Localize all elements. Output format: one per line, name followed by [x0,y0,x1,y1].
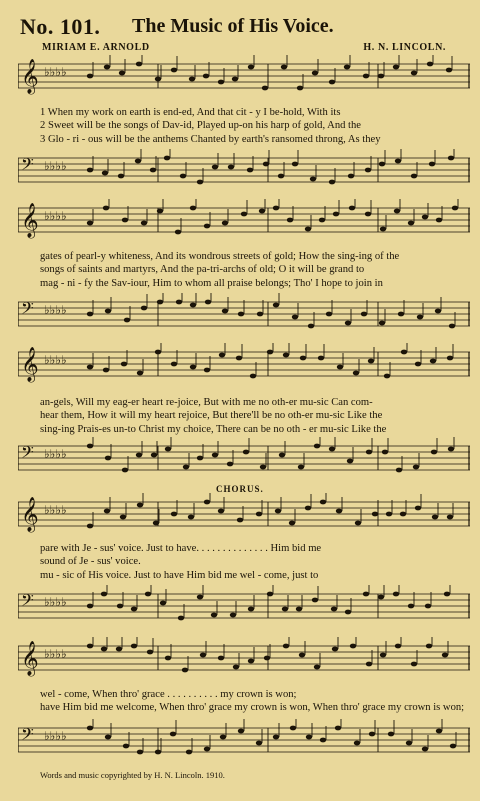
note-head [355,521,361,526]
note-head [256,512,262,517]
note-head [273,206,279,211]
lyric-line: sound of Je - sus' voice. [40,556,141,568]
bass-staff-3 [18,436,470,480]
key-signature-flats: ♭♭♭♭ [44,447,67,461]
note-head [320,500,326,505]
bass-clef-icon: 𝄢 [21,298,34,322]
note-head [232,77,238,82]
note-head [247,168,253,173]
note-head [155,77,161,82]
note-head [118,174,124,179]
note-head [267,350,273,355]
note-head [222,309,228,314]
note-head [227,462,233,467]
note-head [450,744,456,749]
note-head [121,362,127,367]
lyricist-credit: MIRIAM E. ARNOLD [42,42,150,53]
note-head [87,168,93,173]
note-head [282,607,288,612]
treble-staff-lines [18,198,470,242]
note-head [105,309,111,314]
note-head [349,206,355,211]
note-head [175,230,181,235]
treble-staff-2 [18,198,470,242]
lyric-line: 1 When my work on earth is end-ed, And that cit - y I be-hold, With its [40,107,341,118]
note-head [200,653,206,658]
note-head [238,312,244,317]
note-head [417,315,423,320]
note-head [431,450,437,455]
note-head [306,735,312,740]
lyric-line: mag - ni - fy the Sav-iour, Him to whom all praise belongs; Tho' I hope to join in [40,277,383,289]
note-head [160,601,166,606]
note-head [87,365,93,370]
note-head [406,741,412,746]
note-head [228,165,234,170]
note-head [297,86,303,91]
bass-staff-lines [18,718,470,762]
note-head [220,735,226,740]
note-head [122,468,128,473]
key-signature-flats: ♭♭♭♭ [44,159,67,173]
key-signature-flats: ♭♭♭♭ [44,647,67,661]
note-head [273,303,279,308]
note-head [308,324,314,329]
note-head [275,509,281,514]
bass-clef-icon: 𝄢 [21,724,34,748]
note-head [190,206,196,211]
note-head [395,644,401,649]
note-head [361,312,367,317]
note-head [87,644,93,649]
note-head [394,209,400,214]
note-head [122,218,128,223]
lyric-line: pare with Je - sus' voice. Just to have. . . . . . . . . . . . . . Him bid me [40,543,322,554]
note-head [176,300,182,305]
note-head [233,665,239,670]
note-head [164,156,170,161]
note-head [218,80,224,85]
lyrics-system-5 [40,688,468,715]
note-head [219,353,225,358]
note-head [117,604,123,609]
note-head [102,171,108,176]
note-head [119,71,125,76]
lyrics-system-1 [40,106,468,146]
note-head [344,65,350,70]
note-head [190,303,196,308]
bass-staff-lines [18,148,470,192]
note-head [415,506,421,511]
treble-clef-icon: 𝄞 [21,497,39,532]
note-head [292,315,298,320]
note-head [87,604,93,609]
note-head [318,356,324,361]
note-head [337,365,343,370]
key-signature-flats: ♭♭♭♭ [44,595,67,609]
note-head [444,592,450,597]
bass-clef-icon: 𝄢 [21,442,34,466]
note-head [326,312,332,317]
note-head [197,595,203,600]
note-head [296,607,302,612]
note-head [401,350,407,355]
bass-staff-5 [18,718,470,762]
note-head [189,77,195,82]
note-head [299,653,305,658]
note-head [283,644,289,649]
note-head [153,521,159,526]
bass-clef-icon: 𝄢 [21,590,34,614]
note-head [452,206,458,211]
note-head [411,662,417,667]
note-head [422,747,428,752]
lyric-line: gates of pearl-y whiteness, And its wondrous streets of gold; How the sing-ing of the [40,251,400,262]
note-head [430,359,436,364]
note-head [427,62,433,67]
lyric-line: an-gels, Will my eag-er heart re-joice, But with me no oth-er mu-sic Can com- [40,397,373,408]
note-head [135,159,141,164]
note-head [411,174,417,179]
note-head [408,221,414,226]
note-head [237,518,243,523]
note-head [147,650,153,655]
note-head [314,444,320,449]
treble-staff-5 [18,636,470,680]
note-head [278,174,284,179]
key-signature-flats: ♭♭♭♭ [44,353,67,367]
note-head [183,465,189,470]
key-signature-flats: ♭♭♭♭ [44,729,67,743]
note-head [314,665,320,670]
note-head [151,453,157,458]
note-head [87,524,93,529]
note-head [241,212,247,217]
note-head [218,656,224,661]
note-head [136,62,142,67]
note-head [442,653,448,658]
note-head [425,604,431,609]
note-head [190,365,196,370]
note-head [415,362,421,367]
note-head [378,74,384,79]
note-head [345,610,351,615]
key-signature-flats: ♭♭♭♭ [44,303,67,317]
note-head [353,371,359,376]
note-head [435,309,441,314]
lyrics-system-2 [40,250,468,290]
note-head [238,729,244,734]
note-head [137,503,143,508]
note-head [447,515,453,520]
note-head [250,374,256,379]
note-head [354,741,360,746]
note-head [395,159,401,164]
note-head [222,221,228,226]
note-head [104,509,110,514]
note-head [380,653,386,658]
chorus-label: CHORUS. [216,484,264,494]
note-head [320,738,326,743]
note-head [101,647,107,652]
note-head [124,318,130,323]
bass-staff-lines [18,292,470,336]
note-head [411,71,417,76]
note-head [393,65,399,70]
note-head [310,177,316,182]
note-head [236,356,242,361]
note-head [131,644,137,649]
note-head [157,209,163,214]
note-head [379,321,385,326]
note-head [447,356,453,361]
note-head [289,521,295,526]
note-head [368,359,374,364]
lyric-line: have Him bid me welcome, When thro' grace my crown is won, When thro' grace my crown is won; [40,702,465,714]
note-head [248,659,254,664]
note-head [137,750,143,755]
note-head [333,212,339,217]
note-head [298,465,304,470]
treble-clef-icon: 𝄞 [21,347,39,382]
note-head [259,209,265,214]
note-head [363,592,369,597]
note-head [171,68,177,73]
note-head [305,506,311,511]
note-head [171,362,177,367]
note-head [136,453,142,458]
lyric-line: wel - come, When thro' grace . . . . . . . . . . my crown is won; [40,689,297,700]
key-signature-flats: ♭♭♭♭ [44,65,67,79]
note-head [170,732,176,737]
note-head [203,74,209,79]
note-head [103,206,109,211]
note-head [398,312,404,317]
note-head [396,468,402,473]
note-head [243,450,249,455]
lyric-line: 3 Glo - ri - ous will be the anthems Chanted by earth's ransomed throng, As they [40,133,381,145]
note-head [329,447,335,452]
note-head [448,447,454,452]
note-head [449,324,455,329]
treble-staff-3 [18,342,470,386]
note-head [205,300,211,305]
note-head [413,465,419,470]
note-head [248,607,254,612]
lyric-line: mu - sic of His voice. Just to have Him bid me wel - come, just to [40,569,319,581]
note-head [273,735,279,740]
note-head [345,321,351,326]
note-head [248,65,254,70]
note-head [432,515,438,520]
lyric-line: 2 Sweet will be the songs of Dav-id, Played up-on his harp of gold, And the [40,120,362,132]
note-head [436,729,442,734]
note-head [197,180,203,185]
bass-staff-lines [18,584,470,628]
note-head [204,500,210,505]
note-head [380,227,386,232]
note-head [165,447,171,452]
note-head [256,741,262,746]
note-head [204,368,210,373]
note-head [262,86,268,91]
note-head [87,312,93,317]
note-head [180,174,186,179]
note-head [212,165,218,170]
note-head [263,162,269,167]
treble-clef-icon: 𝄞 [21,641,39,676]
note-head [350,644,356,649]
note-head [123,744,129,749]
note-head [197,456,203,461]
note-head [186,750,192,755]
note-head [319,218,325,223]
note-head [257,312,263,317]
note-head [260,465,266,470]
note-head [388,732,394,737]
note-head [178,616,184,621]
note-head [150,168,156,173]
note-head [101,592,107,597]
bass-clef-icon: 𝄢 [21,154,34,178]
note-head [365,168,371,173]
note-head [171,512,177,517]
lyric-line: hear them, How it will my heart rejoice, But there'll be no oth-er mu-sic Like the [40,410,383,422]
treble-staff-4 [18,492,470,536]
note-head [104,65,110,70]
bass-staff-1 [18,148,470,192]
note-head [329,80,335,85]
note-head [379,162,385,167]
note-head [264,656,270,661]
note-head [131,607,137,612]
note-head [120,515,126,520]
note-head [204,224,210,229]
note-head [382,450,388,455]
note-head [141,306,147,311]
note-head [103,368,109,373]
note-head [336,509,342,514]
bass-staff-4 [18,584,470,628]
note-head [422,215,428,220]
note-head [372,512,378,517]
note-head [312,598,318,603]
note-head [290,726,296,731]
note-head [365,212,371,217]
treble-staff-lines [18,636,470,680]
note-head [116,647,122,652]
note-head [408,604,414,609]
note-head [300,356,306,361]
note-head [230,613,236,618]
note-head [386,512,392,517]
note-head [279,453,285,458]
note-head [363,74,369,79]
note-head [426,644,432,649]
note-head [369,732,375,737]
note-head [105,456,111,461]
note-head [429,162,435,167]
note-head [105,735,111,740]
note-head [188,515,194,520]
note-head [400,512,406,517]
note-head [155,350,161,355]
note-head [287,218,293,223]
note-head [393,592,399,597]
note-head [165,656,171,661]
note-head [267,592,273,597]
note-head [331,607,337,612]
note-head [145,592,151,597]
treble-clef-icon: 𝄞 [21,59,39,94]
note-head [384,374,390,379]
note-head [218,509,224,514]
note-head [87,221,93,226]
note-head [332,647,338,652]
bass-staff-lines [18,436,470,480]
key-signature-flats: ♭♭♭♭ [44,209,67,223]
note-head [212,453,218,458]
note-head [335,726,341,731]
treble-staff-lines [18,342,470,386]
note-head [211,613,217,618]
key-signature-flats: ♭♭♭♭ [44,503,67,517]
note-head [305,227,311,232]
note-head [312,71,318,76]
note-head [155,750,161,755]
composer-credit: H. N. LINCOLN. [363,42,446,53]
treble-staff-lines [18,54,470,98]
note-head [436,218,442,223]
hymn-title: The Music of His Voice. [132,15,334,37]
treble-clef-icon: 𝄞 [21,203,39,238]
note-head [446,68,452,73]
note-head [87,726,93,731]
note-head [366,450,372,455]
note-head [292,162,298,167]
note-head [347,459,353,464]
lyrics-system-4 [40,542,468,582]
lyric-line: songs of saints and martyrs, And the pa-tri-archs of old; O it will be grand to [40,264,365,276]
note-head [204,747,210,752]
note-head [281,65,287,70]
lyrics-system-3 [40,396,468,436]
copyright-footer: Words and music copyrighted by H. N. Lincoln. 1910. [40,770,225,780]
note-head [448,156,454,161]
note-head [283,353,289,358]
note-head [141,221,147,226]
hymn-number: No. 101. [20,14,101,39]
note-head [366,662,372,667]
treble-staff-lines [18,492,470,536]
note-head [137,371,143,376]
treble-staff-1 [18,54,470,98]
note-head [348,174,354,179]
note-head [378,595,384,600]
note-head [182,668,188,673]
note-head [329,180,335,185]
lyric-line: sing-ing Prais-es un-to Christ my choice, There can be no oth - er mu-sic Like the [40,423,387,435]
note-head [157,300,163,305]
note-head [87,74,93,79]
note-head [87,444,93,449]
bass-staff-2 [18,292,470,336]
